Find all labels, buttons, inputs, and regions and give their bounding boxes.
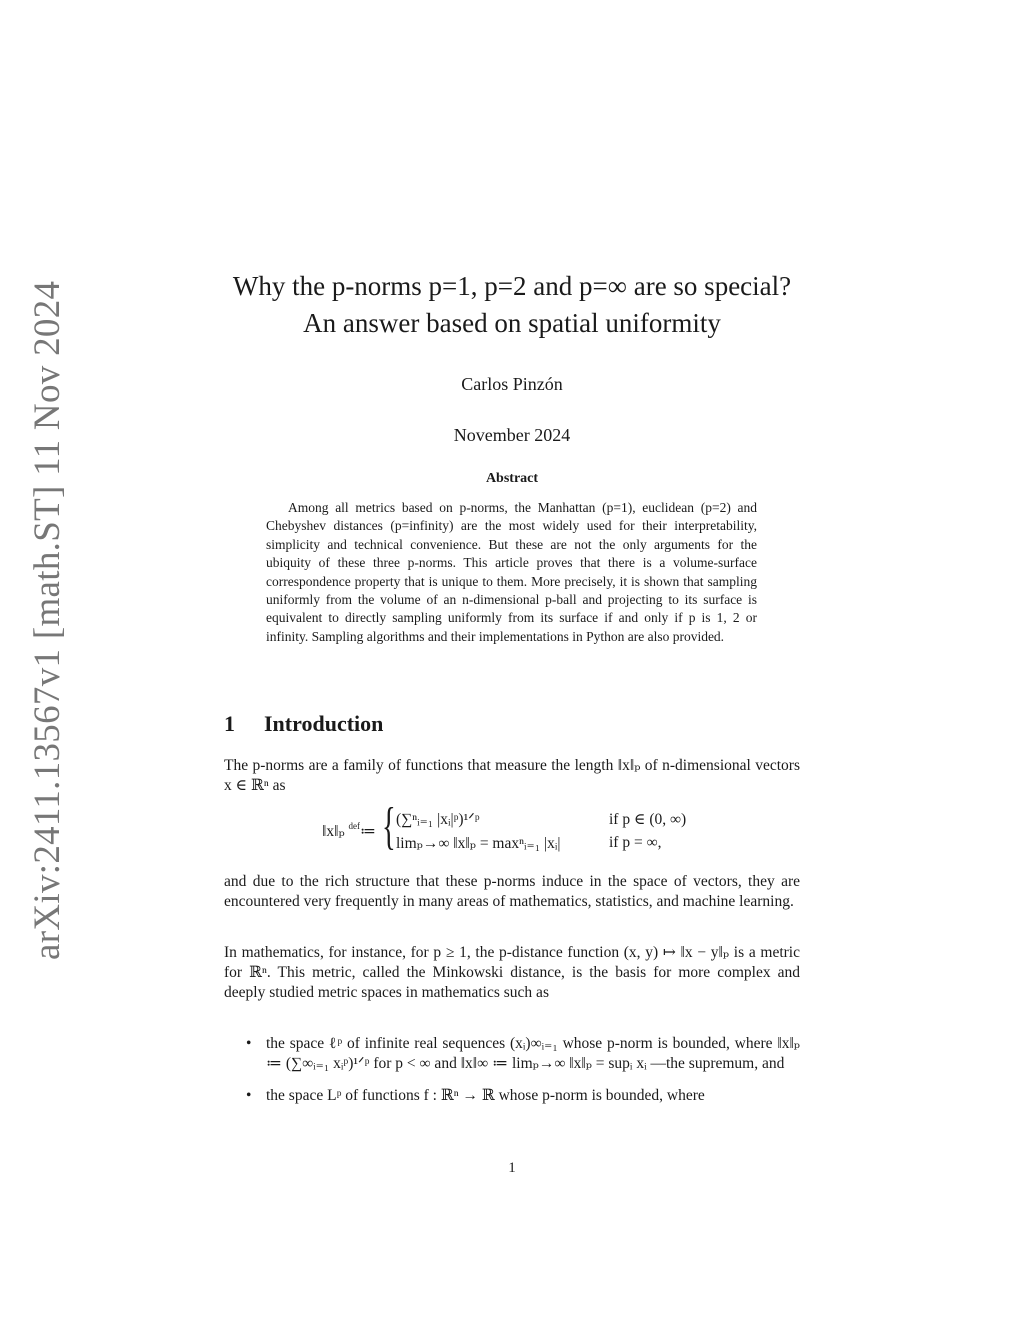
intro-paragraph-2: and due to the rich structure that these p-norms induce in the space of vectors, they are encountered very frequently in many areas of mathematics, statistics, and machine learning. — [224, 873, 800, 910]
equation-assign — [349, 823, 377, 840]
equation-brace: { — [382, 798, 396, 855]
list-item-text: the space Lᵖ of functions f : ℝⁿ → ℝ whose p-norm is bounded, where — [266, 1087, 705, 1104]
bullet-icon: • — [246, 1035, 252, 1052]
equation-condition-1: if p ∈ (0, ∞) — [609, 811, 687, 828]
abstract-heading: Abstract — [485, 471, 539, 486]
list-item — [224, 1086, 800, 1106]
section-number: 1 — [224, 711, 235, 736]
paper-title: Why the p-norms p=1, p=2 and p=∞ are so special? An answer based on spatial uniformity — [232, 271, 792, 338]
page-number: 1 — [508, 1160, 516, 1176]
equation-lhs-norm: ‖x‖ₚ — [322, 823, 345, 840]
intro-paragraph-3: In mathematics, for instance, for p ≥ 1, the p-distance function (x, y) ↦ ‖x − y‖ₚ is a metric for ℝⁿ. This metric, called the Minkowski distance, is the basis for more complex and deeply studied metric spaces in mathematics such as — [224, 944, 800, 1001]
section-title: Introduction — [264, 711, 384, 736]
section-heading — [224, 711, 800, 737]
publication-date: November 2024 — [453, 425, 571, 445]
intro-paragraph-1: The p-norms are a family of functions that measure the length ‖x‖ₚ of n-dimensional vectors x ∈ ℝⁿ as — [224, 757, 800, 794]
abstract-body: Among all metrics based on p-norms, the Manhattan (p=1), euclidean (p=2) and Chebyshev distances (p=infinity) are the most widely used for their interpretability, simplicity and technical convenience. But these are not the only arguments for the ubiquity of these three p-norms. This article proves that there is a volume-surface correspondence property that is unique to them. More precisely, it is shown that sampling uniformly from the volume of an n-dimensional p-ball and projecting to its surface is equivalent to directly sampling uniformly from its surface if and only if p is 1, 2 or infinity. Sampling algorithms and their implementations in Python are also provided. — [266, 500, 757, 644]
list-item — [224, 1034, 800, 1074]
bullet-icon: • — [246, 1087, 252, 1104]
p-norm-definition-equation — [322, 798, 742, 860]
metric-spaces-list — [224, 1034, 800, 1118]
equation-case-2: limₚ→∞ ‖x‖ₚ = maxⁿᵢ₌₁ |xᵢ| — [396, 835, 561, 852]
equation-lhs — [322, 821, 376, 841]
arxiv-stamp[interactable]: arXiv:2411.13567v1 [math.ST] 11 Nov 2024 — [27, 280, 68, 960]
equation-case-1: (∑ⁿᵢ₌₁ |xᵢ|ᵖ)¹ᐟᵖ — [396, 811, 480, 828]
equation-def-symbol: def — [348, 821, 361, 831]
author-name: Carlos Pinzón — [461, 374, 563, 394]
equation-assign-symbol: ≔ — [360, 823, 377, 840]
list-item-text: the space ℓᵖ of infinite real sequences (xᵢ)∞ᵢ₌₁ whose p-norm is bounded, where ‖x‖ₚ ≔ (∑∞ᵢ₌₁ xᵢᵖ)¹ᐟᵖ for p < ∞ and ‖x‖∞ ≔ limₚ→∞ ‖x‖ₚ = supᵢ xᵢ —the supremum, and — [266, 1035, 800, 1072]
equation-condition-2: if p = ∞, — [609, 834, 662, 851]
